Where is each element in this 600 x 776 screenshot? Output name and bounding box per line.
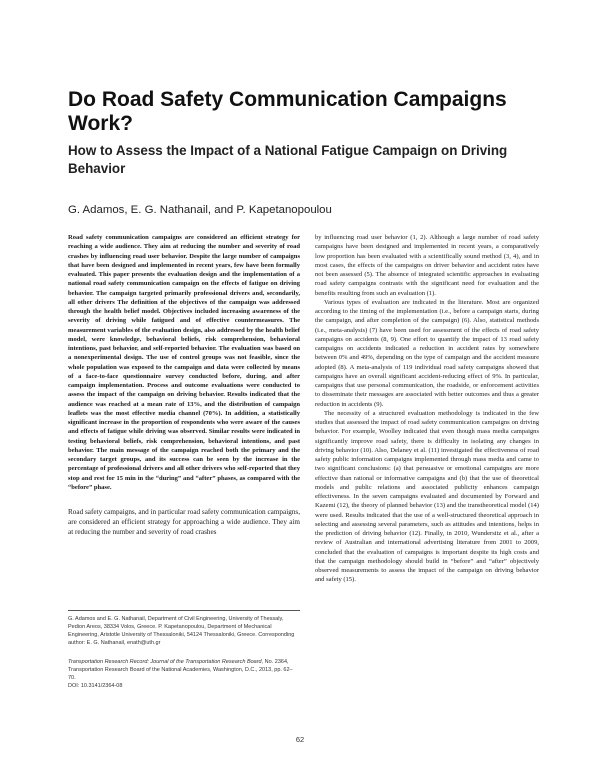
footnote-divider [68,610,300,611]
paper-subtitle: How to Assess the Impact of a National Fatigue Campaign on Driving Behavior [68,143,508,176]
paper-title: Do Road Safety Communication Campaigns Work? [68,88,507,135]
journal-name: Transportation Research Record: Journal of the Transportation Research Board, [68,659,264,665]
body-paragraph: The necessity of a structured evaluation methodology is indicated in the few studies that assessed the impact of road safety communication campaigns on driving behavior. For example, Woolley indicated that even though mass media campaigns significantly improve road safety, there is difficulty in isolating any changes in driving behavior (10). Also, Delaney et al. (11) investigated the effectiveness of road safety public information campaigns implemented through mass media and came to two significant conclusions: (a) that persuasive or emotional campaigns are more effective than rational or informative campaigns and (b) that the use of theoretical models and public relations and associated publicity enhances campaign effectiveness. In the seven campaigns evaluated and documented by Forward and Kazemi (12), the theory of planned behavior (13) and the transtheoretical model (14) were used. Results indicated that the use of a well-structured theoretical approach in selecting and assessing several parameters, such as attitudes and intentions, helps in the prediction of driving behavior (12). Finally, in 2010, Wundersitz et al., after a review of Australian and international advertising literature from 2001 to 2009, concluded that the evaluation of campaigns is important despite its high costs and that the campaign methodology should build in “before” and “after” objectively observed measurements to assess the impact of the campaign on driving behavior and safety (15). [315,409,539,584]
page-number: 62 [295,735,305,744]
right-column [315,233,539,585]
citation-footnote [68,658,300,690]
left-column [68,233,300,538]
author-affiliations-footnote: G. Adamos and E. G. Nathanail, Department of Civil Engineering, University of Thessaly, Pedion Areos, 38334 Volos, Greece. P. Kapetanopoulou, Department of Mechanical Engineering, Aristotle University of Thessaloniki, 54124 Thessaloniki, Greece. Corresponding author: E. G. Nathanail, enath@uth.gr [68,616,295,647]
doi: DOI: 10.3141/2364-08 [68,683,123,690]
author-list: G. Adamos, E. G. Nathanail, and P. Kapetanopoulou [68,204,332,216]
introduction-start: Road safety campaigns, and in particular road safety communication campaigns, are considered an efficient strategy for approaching a wide audience. They aim at reducing the number and severity of road crashes [68,508,300,537]
body-paragraph: by influencing road user behavior (1, 2). Although a large number of road safety campaigns have been designed and implemented in recent years, a comparatively low proportion has been evaluated with a scientifically sound method (3, 4), and in most cases, the effects of the campaigns on driver behavior and accident rates have not been assessed (5). The absence of integrated scientific approaches in evaluating road safety campaigns contrasts with the significant need for evaluation and the benefits resulting from such an evaluation (1). [315,234,539,297]
body-paragraph: Various types of evaluation are indicated in the literature. Most are organized according to the timing of the implementation (i.e., before a campaign starts, during the campaign, and after completion of the campaign) (6). Also, statistical methods (i.e., meta-analysis) (7) have been used for assessment of the effects of road safety campaigns on accidents (8, 9). One effort to quantify the impact of 13 road safety campaigns on accidents indicated a reduction in accident rates by somewhere between 0% and 49%, depending on the type of campaign and the accident measure adopted (8). A meta-analysis of 119 individual road safety campaigns showed that campaigns have an overall significant accident-reducing effect of 9%. In particular, campaigns that use personal communication, the roadside, or enforcement activities to disseminate their messages are associated with better outcomes and thus a greater reduction in accidents (9). [315,298,539,408]
abstract: Road safety communication campaigns are considered an efficient strategy for reaching a wide audience. They aim at reducing the number and severity of road crashes by influencing road user behavior. Despite the large number of campaigns that have been designed and implemented in recent years, few have been formally evaluated. This paper presents the evaluation design and the implementation of a national road safety communication campaign on the effects of fatigue on driving behavior. The campaign targeted primarily professional drivers and, secondarily, all other drivers The definition of the objectives of the campaign was addressed through the health belief model. Objectives included increasing awareness of the severity of driving while fatigued and of effective countermeasures. The measurement variables of the evaluation design, also addressed by the health belief model, were knowledge, behavioral beliefs, risk comprehension, behavioral intentions, past behavior, and self-reported behavior. The evaluation was based on a nonexperimental design. The use of control groups was not feasible, since the whole population was exposed to the campaign and data were collected by means of a face-to-face questionnaire survey conducted before, during, and after campaign implementation. Process and outcome evaluations were conducted to assess the impact of the campaign on driving behavior. Results indicated that the audience was reached at a mean rate of 13%, and the distribution of campaign leaflets was the most effective media channel (70%). In addition, a statistically significant increase in the proportion of respondents who were aware of the causes and effects of fatigue while driving was observed. Similar results were indicated in testing behavioral beliefs, risk comprehension, behavioral intentions, and past behavior. The main message of the campaign reached both the primary and the secondary target groups, and its success can be seen by the increase in the percentage of professional drivers and all other drivers who self-reported that they stop and rest for 15 min in the “during” and “after” phases, as compared with the “before” phase. [68,234,300,491]
journal-citation: No. 2364, Transportation Research Board of the National Academies, Washington, D.C., 2013, pp. 62–70. [68,659,293,682]
